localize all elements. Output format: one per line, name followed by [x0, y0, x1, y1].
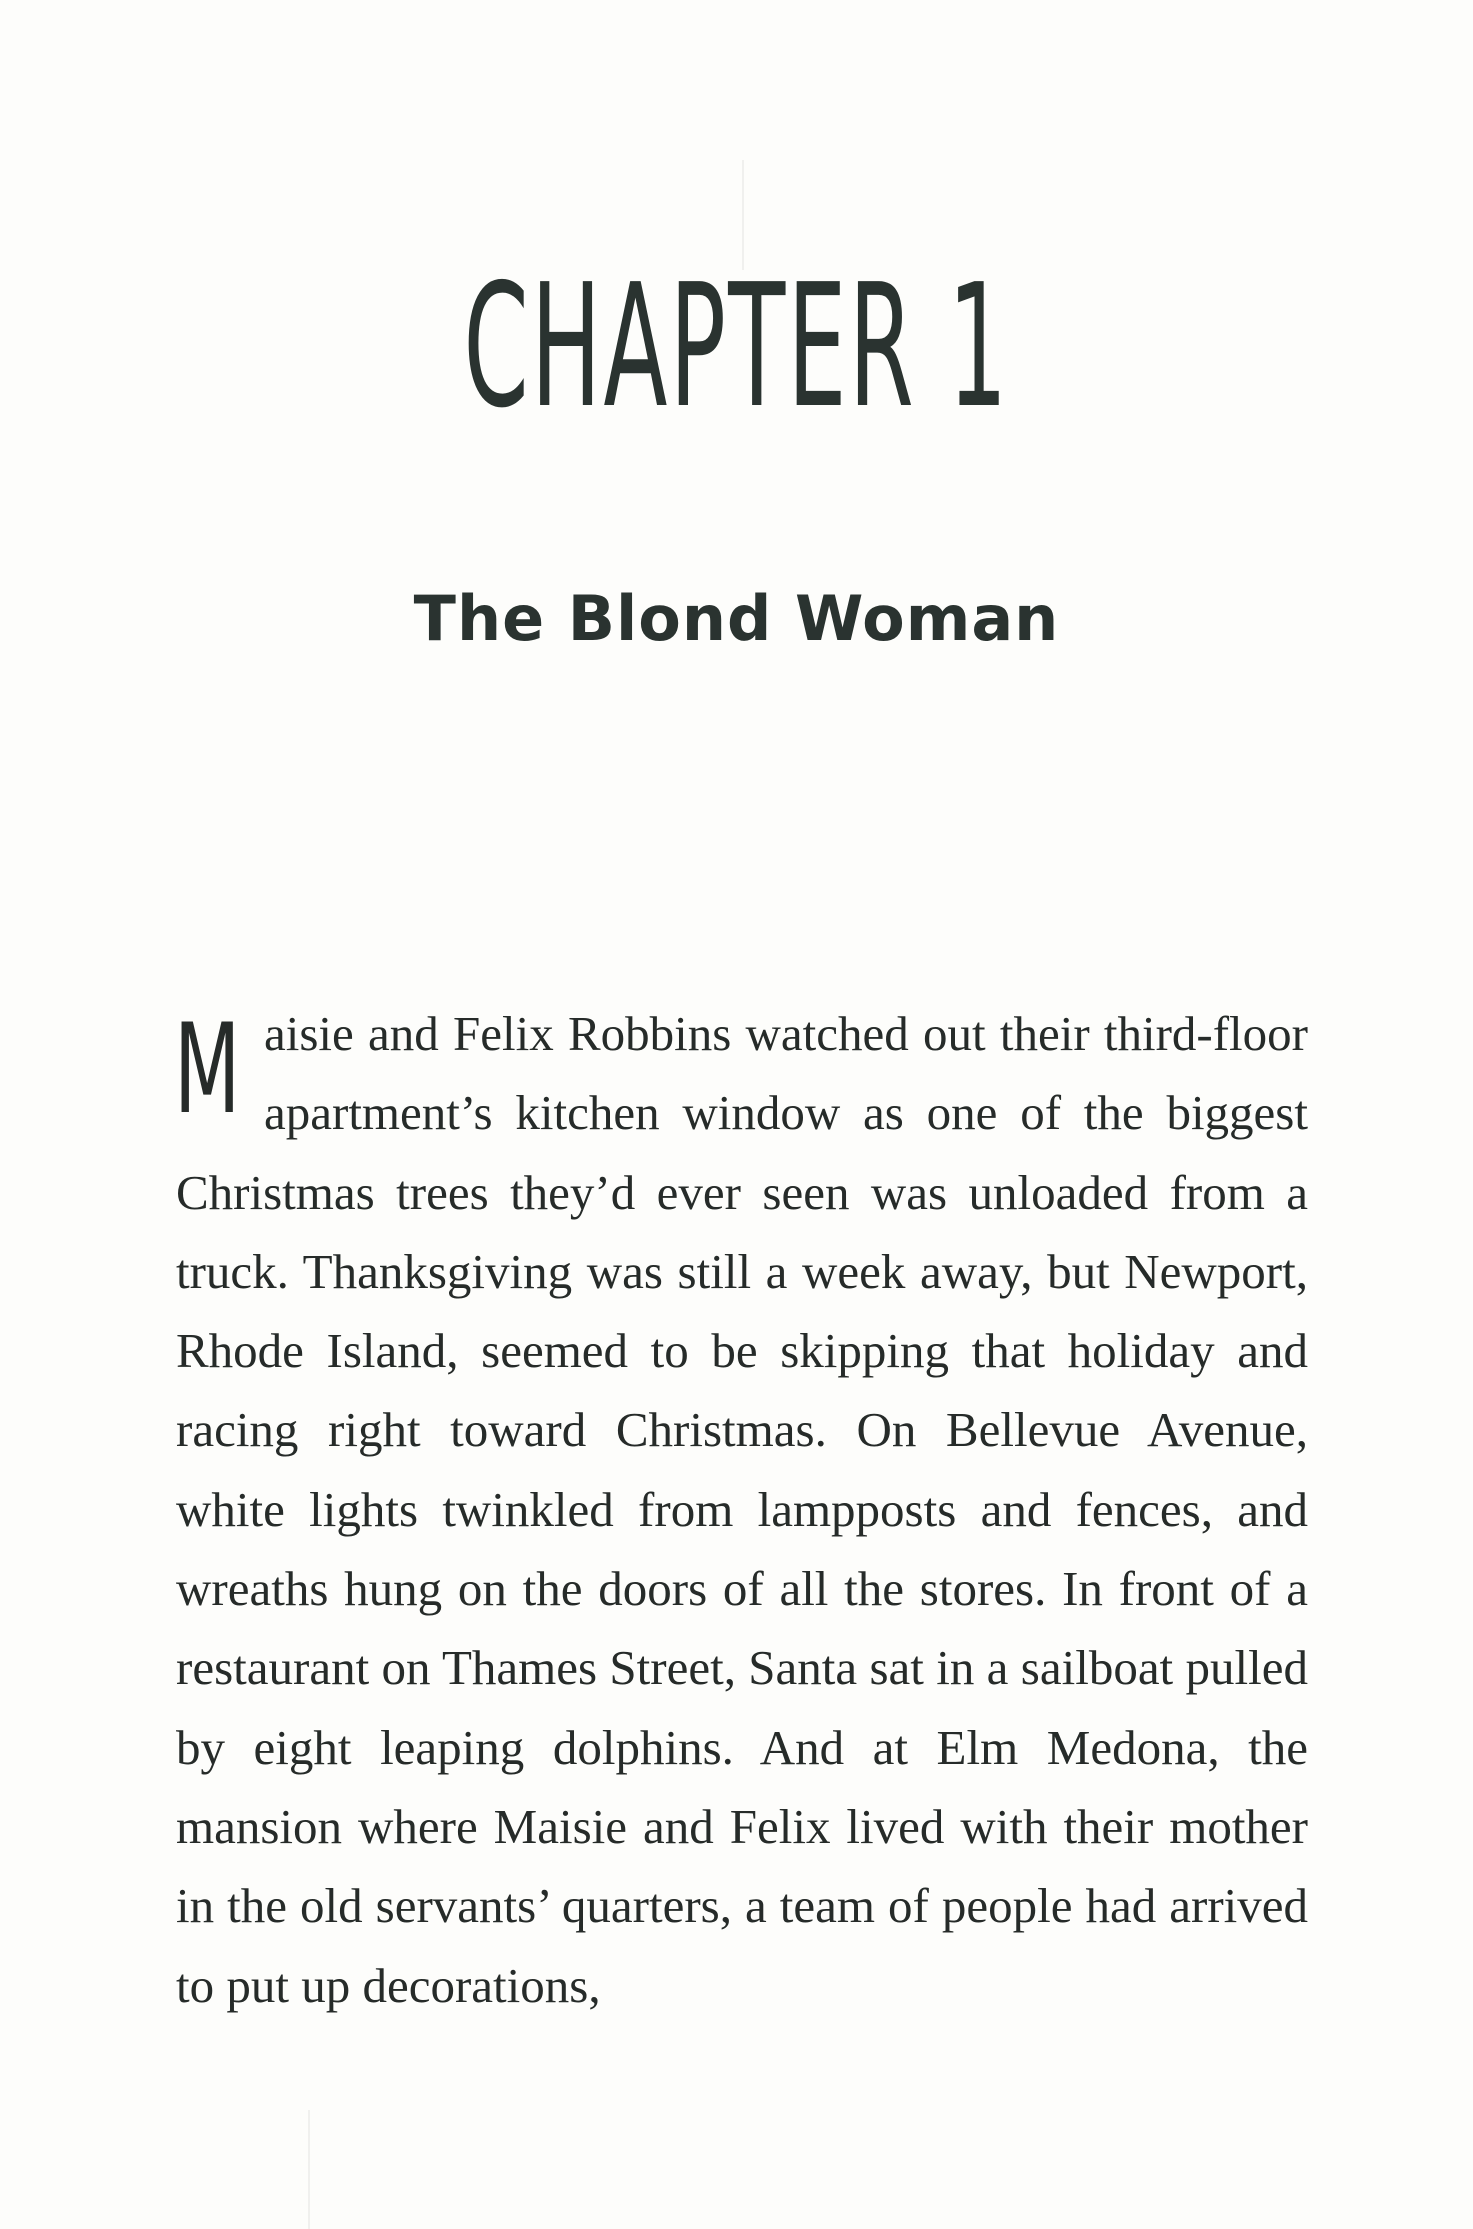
scan-artifact [308, 2110, 310, 2229]
paragraph-text: aisie and Felix Robbins watched out their third-floor apartment’s kitchen window as one of the biggest Christmas trees they’d ever seen was unloaded from a truck. Thanksgiving was still a week away, but Newport, Rhode Island, seemed to be skipping that holiday and racing right toward Christmas. On Bellevue Avenue, white lights twinkled from lampposts and fences, and wreaths hung on the doors of all the stores. In front of a restaurant on Thames Street, Santa sat in a sailboat pulled by eight leaping dolphins. And at Elm Medona, the mansion where Maisie and Felix lived with their mother in the old servants’ quarters, a team of people had arrived to put up decorations, [176, 1006, 1308, 2013]
drop-cap: M [174, 998, 241, 1142]
chapter-subtitle: The Blond Woman [413, 582, 1060, 655]
chapter-heading: CHAPTER 1 [463, 248, 1010, 446]
body-paragraph [176, 994, 1308, 2025]
